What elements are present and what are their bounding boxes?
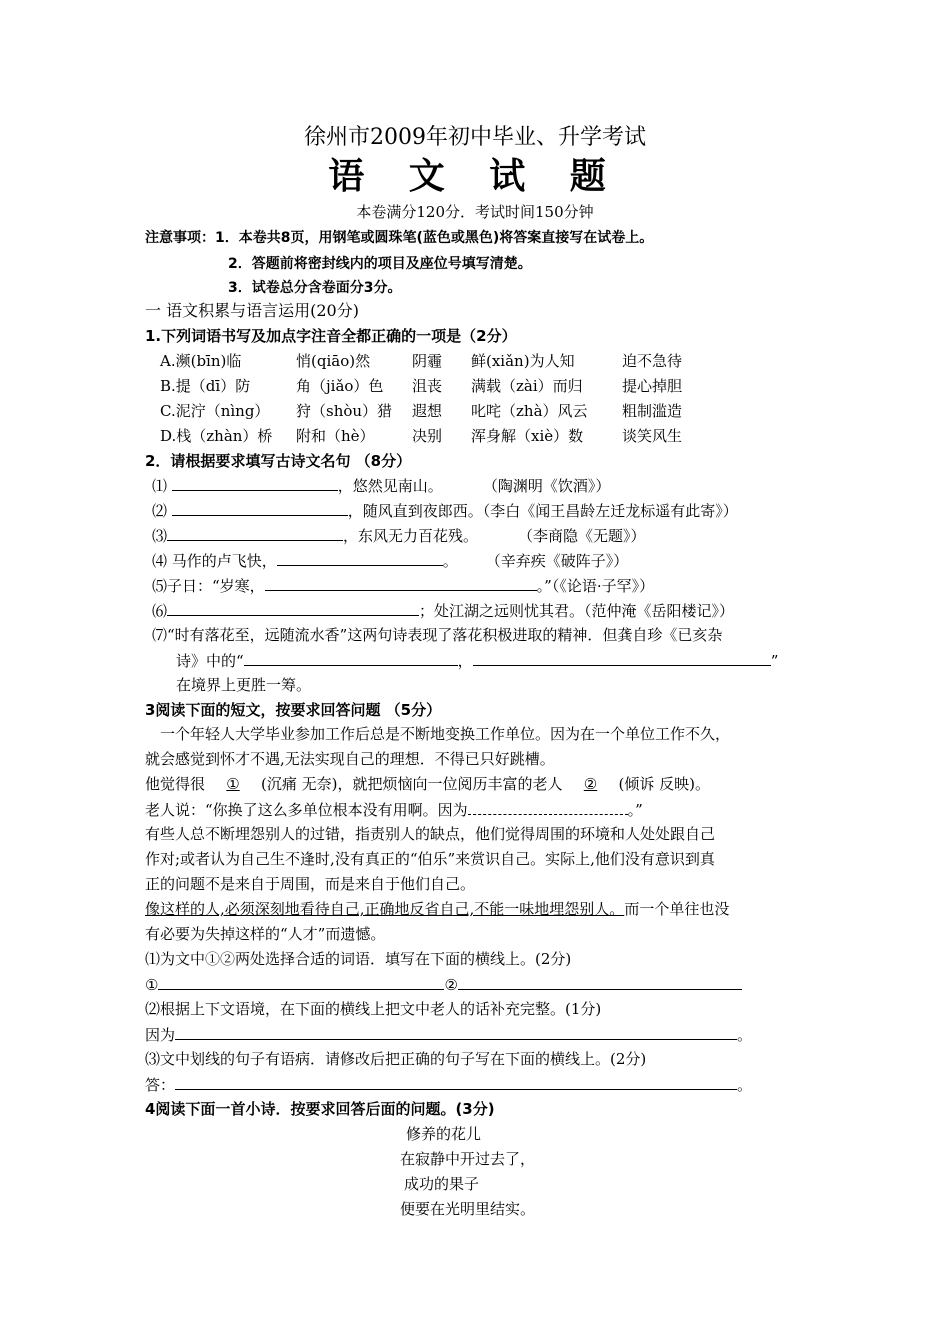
blank-marker-1[interactable]: ① bbox=[226, 775, 240, 793]
q3-sub-2: ⑵根据上下文语境，在下面的横线上把文中老人的话补充完整。(1分) bbox=[145, 1000, 602, 1018]
q1-cell: 叱咤（zhà）风云 bbox=[471, 402, 588, 420]
answer-blank[interactable] bbox=[244, 650, 458, 666]
poem-line: 便要在光明里结实。 bbox=[400, 1200, 536, 1218]
q1-cell: D.栈（zhàn）桥 bbox=[160, 427, 273, 445]
q1-cell: 决别 bbox=[412, 427, 443, 445]
q3-text: (沉痛 无奈)，就把烦恼向一位阅历丰富的老人 bbox=[261, 775, 563, 793]
q4-stem: 4阅读下面一首小诗．按要求回答后面的问题。(3分) bbox=[145, 1100, 495, 1118]
answer-blank[interactable] bbox=[167, 525, 343, 541]
section-1-title: 一 语文积累与语言运用(20分) bbox=[145, 301, 359, 320]
q1-cell: 阴霾 bbox=[412, 352, 443, 370]
q1-cell: 提心掉胆 bbox=[622, 377, 683, 395]
q2-line-5 bbox=[152, 575, 654, 596]
q2-source: （李商隐《无题》） bbox=[518, 527, 646, 545]
q3-passage-line bbox=[145, 774, 710, 794]
notes-line-1 bbox=[145, 228, 653, 248]
q3-text: 而一个单往也没 bbox=[624, 900, 730, 918]
answer-blank[interactable] bbox=[277, 550, 443, 566]
q2-line-7b bbox=[176, 650, 778, 671]
poem-line: 修养的花儿 bbox=[406, 1125, 482, 1143]
note-1: 1．本卷共8页，用钢笔或圆珠笔(蓝色或黑色)将答案直接写在试卷上。 bbox=[215, 230, 654, 246]
score-info: 本卷满分120分．考试时间150分钟 bbox=[356, 203, 594, 221]
q3-passage-line: 作对;或者认为自己生不逢时,没有真正的“伯乐”来赏识自己。实际上,他们没有意识到真 bbox=[145, 850, 715, 868]
q2-num: ⑹ bbox=[152, 602, 168, 620]
q3-passage-line bbox=[145, 799, 643, 820]
q3-sub-3-answer bbox=[145, 1074, 752, 1095]
q2-text: ， bbox=[457, 652, 473, 670]
q2-source: （陶渊明《饮酒》） bbox=[482, 477, 611, 495]
q3-passage-line: 有必要为失掉这样的“人才”而遗憾。 bbox=[145, 925, 386, 943]
q2-text: 。 bbox=[442, 552, 458, 570]
q3-text: 。 bbox=[737, 1026, 753, 1044]
poem-line: 成功的果子 bbox=[404, 1175, 480, 1193]
q2-line-7c: 在境界上更胜一筹。 bbox=[176, 676, 312, 694]
q1-cell: 狩（shòu）猎 bbox=[296, 402, 393, 420]
q3-text: ② bbox=[444, 976, 458, 994]
poem-line: 在寂静中开过去了， bbox=[400, 1150, 536, 1168]
q3-passage-line bbox=[145, 899, 729, 919]
q3-text: 。” bbox=[627, 801, 643, 819]
q2-text: ” bbox=[770, 652, 779, 670]
answer-blank[interactable] bbox=[468, 799, 628, 815]
q1-cell: B.提（dī）防 bbox=[160, 377, 251, 395]
q2-line-2 bbox=[152, 500, 738, 521]
q2-text: ⑷ 马作的卢飞快， bbox=[152, 552, 277, 570]
q1-cell: 浑身解（xiè）数 bbox=[471, 427, 584, 445]
q3-text: 他觉得很 bbox=[145, 775, 206, 793]
note-2: 2．答题前将密封线内的项目及座位号填写清楚。 bbox=[228, 256, 532, 272]
q3-stem: 3阅读下面的短文，按要求回答问题 （5分） bbox=[145, 701, 442, 719]
answer-blank[interactable] bbox=[265, 575, 537, 591]
q2-line-7a: ⑺“时有落花至，远随流水香”这两句诗表现了落花积极进取的精神．但龚自珍《已亥杂 bbox=[152, 626, 723, 644]
answer-blank[interactable] bbox=[167, 600, 419, 616]
q2-text: ，随风直到夜郎西。（李白《闻王昌龄左迁龙标遥有此寄》） bbox=[347, 502, 738, 520]
q2-stem: 2．请根据要求填写古诗文名句 （8分） bbox=[145, 452, 412, 470]
q3-sub-2-answer bbox=[145, 1024, 752, 1045]
q1-cell: 粗制滥造 bbox=[622, 402, 683, 420]
subject-title: 语 文 试 题 bbox=[328, 156, 622, 197]
q1-cell: 附和（hè） bbox=[296, 427, 375, 445]
q2-line-3 bbox=[152, 525, 646, 546]
answer-blank[interactable] bbox=[172, 475, 338, 491]
blank-marker-2[interactable]: ② bbox=[583, 775, 598, 793]
notes-label: 注意事项： bbox=[145, 230, 215, 246]
q2-text: ，东风无力百花残。 bbox=[343, 527, 479, 545]
q3-sub-1: ⑴为文中①②两处选择合适的词语．填写在下面的横线上。(2分) bbox=[145, 950, 572, 968]
answer-blank[interactable] bbox=[175, 1074, 737, 1090]
q1-cell: C.泥泞（nìng） bbox=[160, 402, 270, 420]
q3-passage-line: 有些人总不断埋怨别人的过错，指责别人的缺点，他们觉得周围的环境和人处处跟自己 bbox=[145, 825, 716, 843]
q1-cell: 谈笑风生 bbox=[622, 427, 683, 445]
q2-line-6 bbox=[152, 600, 734, 621]
q3-text: 答： bbox=[145, 1076, 176, 1094]
q2-num: ⑵ bbox=[152, 502, 168, 520]
q2-num: ⑴ bbox=[152, 477, 168, 495]
q2-line-1 bbox=[152, 475, 610, 496]
answer-blank[interactable] bbox=[175, 1024, 737, 1040]
q1-cell: 角（jiǎo）色 bbox=[296, 377, 384, 395]
q3-text: 因为 bbox=[145, 1026, 176, 1044]
q2-text: ；处江湖之远则忧其君。（范仲淹《岳阳楼记》） bbox=[419, 602, 735, 620]
q3-sub-1-answer bbox=[145, 974, 742, 995]
answer-blank[interactable] bbox=[473, 650, 771, 666]
q2-text: ，悠然见南山。 bbox=[337, 477, 443, 495]
q1-cell: 鲜(xiǎn)为人知 bbox=[471, 352, 575, 370]
answer-blank-2[interactable] bbox=[458, 974, 742, 990]
q1-cell: 满载（zài）而归 bbox=[471, 377, 583, 395]
q3-passage-line: 就会感觉到怀才不遇,无法实现自己的理想．不得已只好跳槽。 bbox=[145, 750, 555, 768]
note-3: 3．试卷总分含卷面分3分。 bbox=[228, 280, 402, 296]
q2-num: ⑶ bbox=[152, 527, 168, 545]
q2-text: 。”（《论语·子罕》） bbox=[536, 577, 655, 595]
q3-text: 。 bbox=[737, 1076, 753, 1094]
q3-text: ① bbox=[145, 976, 159, 994]
q2-text: ⑸子日：“岁寒， bbox=[152, 577, 265, 595]
q1-stem: 1.下列词语书写及加点字注音全都正确的一项是（2分） bbox=[145, 327, 517, 345]
q3-sub-3: ⑶文中划线的句子有语病．请修改后把正确的句子写在下面的横线上。(2分) bbox=[145, 1050, 647, 1068]
q2-line-4 bbox=[152, 550, 628, 571]
q1-cell: A.濒(bīn)临 bbox=[160, 352, 242, 370]
answer-blank[interactable] bbox=[172, 500, 348, 516]
q2-text: 诗》中的“ bbox=[176, 652, 244, 670]
q1-cell: 遐想 bbox=[412, 402, 443, 420]
q1-cell: 悄(qiāo)然 bbox=[296, 352, 371, 370]
answer-blank-1[interactable] bbox=[158, 974, 444, 990]
q3-text: 老人说：“你换了这么多单位根本没有用啊。因为 bbox=[145, 801, 468, 819]
q3-passage-line: 一个年轻人大学毕业参加工作后总是不断地变换工作单位。因为在一个单位工作不久， bbox=[160, 725, 731, 743]
q2-source: （辛弃疾《破阵子》） bbox=[485, 552, 629, 570]
exam-title: 徐州市2009年初中毕业、升学考试 bbox=[304, 125, 646, 150]
q1-cell: 迫不急待 bbox=[622, 352, 683, 370]
underlined-sentence: 像这样的人,必须深刻地看待自己,正确地反省自己,不能一味地埋怨别人。 bbox=[145, 900, 625, 918]
q1-cell: 沮丧 bbox=[412, 377, 443, 395]
q3-passage-line: 正的问题不是来自于周围，而是来自于他们自己。 bbox=[145, 875, 476, 893]
q3-text: (倾诉 反映)。 bbox=[618, 775, 710, 793]
